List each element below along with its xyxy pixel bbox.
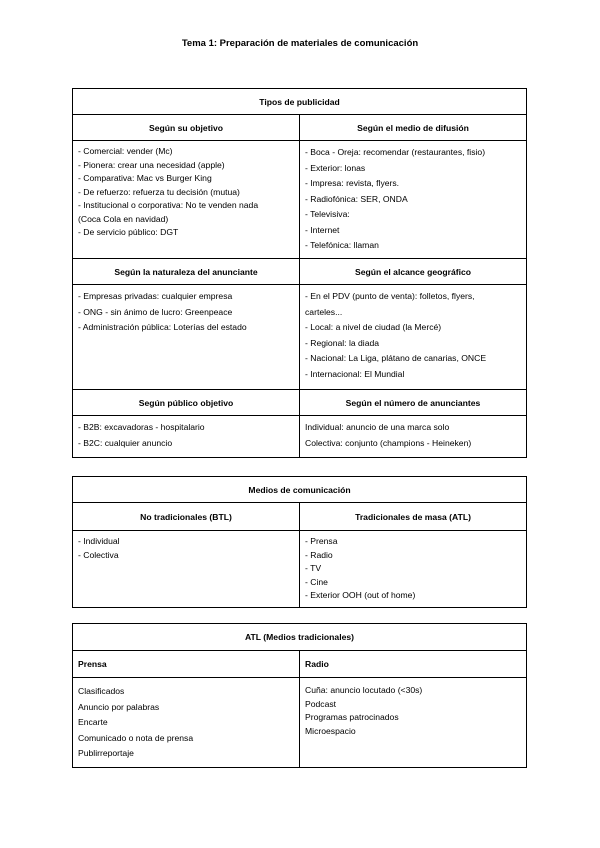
list-item: - Colectiva bbox=[78, 549, 119, 560]
list-item: Cuña: anuncio locutado (<30s) bbox=[305, 685, 423, 695]
medios-comunicacion-table bbox=[72, 476, 527, 608]
list-item: - Individual bbox=[78, 536, 120, 546]
list-item: - B2B: excavadoras - hospitalario bbox=[78, 422, 205, 432]
list-item: Publirreportaje bbox=[78, 748, 134, 758]
tipos-publicidad-table bbox=[72, 88, 527, 458]
page-title: Tema 1: Preparación de materiales de comunicación bbox=[181, 38, 419, 49]
prensa-list bbox=[73, 678, 300, 768]
list-item: - Nacional: La Liga, plátano de canarias, ONCE bbox=[305, 353, 487, 363]
atl-medios-table bbox=[72, 623, 527, 768]
list-item: - TV bbox=[305, 563, 322, 573]
btl-header: No tradicionales (BTL) bbox=[73, 503, 300, 531]
list-item: Comunicado o nota de prensa bbox=[78, 732, 194, 743]
list-item: - Local: a nivel de ciudad (la Mercé) bbox=[305, 322, 442, 332]
list-item: Clasificados bbox=[78, 686, 125, 696]
list-item: - De servicio público: DGT bbox=[78, 227, 179, 237]
list-item: - Institucional o corporativa: No te venden nada bbox=[78, 200, 259, 210]
list-item: - Comparativa: Mac vs Burger King bbox=[78, 173, 212, 183]
list-item: - Radiofónica: SER, ONDA bbox=[305, 193, 408, 204]
naturaleza-header: Según la naturaleza del anunciante bbox=[73, 259, 300, 285]
prensa-header: Prensa bbox=[73, 651, 300, 678]
list-item: - Televisiva: bbox=[305, 209, 350, 219]
list-item: - De refuerzo: refuerza tu decisión (mutua) bbox=[78, 186, 240, 197]
list-item: Podcast bbox=[305, 698, 337, 709]
objetivo-list bbox=[73, 141, 300, 259]
publico-header: Según público objetivo bbox=[73, 390, 300, 416]
list-item: Individual: anuncio de una marca solo bbox=[305, 422, 450, 432]
list-item: - B2C: cualquier anuncio bbox=[78, 437, 173, 448]
alcance-list bbox=[300, 285, 527, 390]
tipos-title: Tipos de publicidad bbox=[73, 89, 527, 115]
list-item: Encarte bbox=[78, 717, 108, 727]
list-item: - Radio bbox=[305, 549, 333, 560]
list-item: - Empresas privadas: cualquier empresa bbox=[78, 291, 233, 301]
list-item: - Regional: la diada bbox=[305, 337, 380, 348]
list-item: carteles... bbox=[305, 306, 343, 317]
list-item: - Prensa bbox=[305, 536, 338, 546]
publico-list bbox=[73, 416, 300, 458]
atl-title: ATL (Medios tradicionales) bbox=[73, 624, 527, 651]
list-item: - Comercial: vender (Mc) bbox=[78, 146, 173, 156]
list-item: - En el PDV (punto de venta): folletos, flyers, bbox=[305, 291, 475, 301]
list-item: Programas patrocinados bbox=[305, 712, 399, 722]
list-item: - Pionera: crear una necesidad (apple) bbox=[78, 159, 225, 170]
list-item: Microespacio bbox=[305, 725, 356, 736]
list-item: - Exterior OOH (out of home) bbox=[305, 590, 416, 600]
list-item: - Impresa: revista, flyers. bbox=[305, 178, 400, 188]
list-item: - Internacional: El Mundial bbox=[305, 368, 405, 379]
list-item: - Administración pública: Loterías del estado bbox=[78, 322, 247, 332]
objetivo-header: Según su objetivo bbox=[73, 115, 300, 141]
list-item: Colectiva: conjunto (champions - Heineken) bbox=[305, 437, 472, 448]
list-item: - Internet bbox=[305, 224, 340, 235]
list-item: - Boca - Oreja: recomendar (restaurantes, fisio) bbox=[305, 147, 486, 157]
list-item: - Cine bbox=[305, 576, 328, 587]
naturaleza-list bbox=[73, 285, 300, 390]
alcance-header: Según el alcance geográfico bbox=[300, 259, 527, 285]
numero-list bbox=[300, 416, 527, 458]
list-item: Anuncio por palabras bbox=[78, 701, 160, 712]
list-item: - Exterior: lonas bbox=[305, 162, 366, 173]
list-item: - ONG - sin ánimo de lucro: Greenpeace bbox=[78, 306, 233, 317]
numero-header: Según el número de anunciantes bbox=[300, 390, 527, 416]
list-item: (Coca Cola en navidad) bbox=[78, 213, 169, 224]
list-item: - Telefónica: llaman bbox=[305, 240, 379, 250]
atl-list bbox=[300, 531, 527, 608]
medio-list bbox=[300, 141, 527, 259]
btl-list bbox=[73, 531, 300, 608]
medio-header: Según el medio de difusión bbox=[300, 115, 527, 141]
radio-header: Radio bbox=[300, 651, 527, 678]
medios-title: Medios de comunicación bbox=[73, 477, 527, 503]
atl-header: Tradicionales de masa (ATL) bbox=[300, 503, 527, 531]
radio-list bbox=[300, 678, 527, 768]
